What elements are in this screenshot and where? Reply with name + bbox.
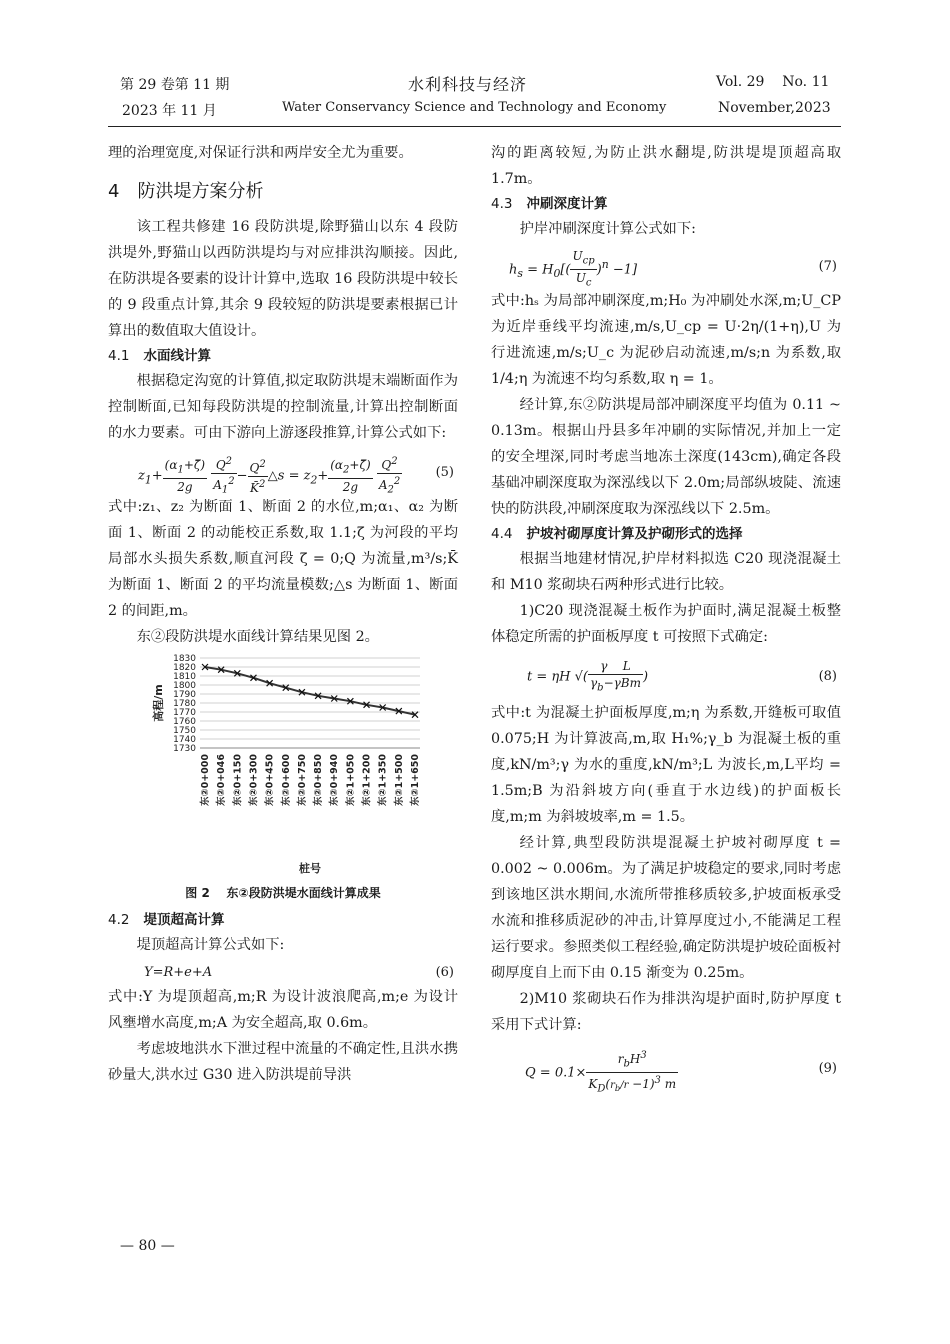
left-column — [108, 140, 458, 1088]
subsection-4-2-heading — [108, 908, 458, 932]
paragraph: 2)M10 浆砌块石作为排洪沟堤护面时,防护厚度 t 采用下式计算: — [491, 991, 841, 1033]
header-volume-en: Vol. 29 No. 11 — [716, 74, 830, 90]
paragraph: 理的治理宽度,对保证行洪和两岸安全尤为重要。 — [108, 145, 413, 161]
subsection-title: 冲刷深度计算 — [526, 196, 608, 212]
subsection-number: 4.2 — [108, 912, 130, 928]
header-journal-en: Water Conservancy Science and Technology and Economy — [282, 100, 667, 115]
paragraph: 式中:z₁、z₂ 为断面 1、断面 2 的水位,m;α₁、α₂ 为断面 1、断面 2 的动能校正系数,取 1.1;ζ̄ 为河段的平均局部水头损失系数,顺直河段 ζ̄ = 0;Q 为流量,m³/s;K̄ 为断面 1、断面 2 的平均流量模数;△s 为断面 1、断面 2 的间距,m。 — [108, 499, 458, 619]
x-tick-label: 东②0+046 — [216, 754, 228, 806]
paragraph: 根据当地建材情况,护岸材料拟选 C20 现浇混凝土和 M10 浆砌块石两种形式进行比较。 — [491, 551, 841, 593]
y-tick-label: 1760 — [173, 717, 196, 727]
x-tick-label: 东②0+150 — [232, 754, 244, 806]
paragraph: 该工程共修建 16 段防洪堤,除野猫山以东 4 段防洪堤外,野猫山以西防洪堤均与对应排洪沟顺接。因此,在防洪堤各要素的设计计算中,选取 16 段防洪堤中较长的 9 段重点计算,其余 9 段较短的防洪堤要素根据已计算出的数值取大值设计。 — [108, 219, 458, 339]
y-tick-label: 1790 — [173, 690, 196, 700]
paragraph: 沟的距离较短,为防止洪水翻堤,防洪堤堤顶超高取 1.7m。 — [491, 145, 841, 187]
y-tick-label: 1820 — [173, 663, 196, 673]
header-date-cn: 2023 年 11 月 — [122, 103, 217, 119]
paragraph: 考虑坡地洪水下泄过程中流量的不确定性,且洪水携砂量大,洪水过 G30 进入防洪堤前导洪 — [108, 1041, 458, 1083]
x-tick-label: 东②1+500 — [393, 754, 405, 806]
subsection-number: 4.3 — [491, 196, 513, 212]
equation-7: $h_s = H_0$[( $\frac{U_{cp}}{U_c}$ )$^n$ −1] (7) — [509, 249, 837, 289]
x-tick-label: 东②0+850 — [313, 754, 325, 806]
paragraph: 式中:Y 为堤顶超高,m;R 为设计波浪爬高,m;e 为设计风壅增水高度,m;A 为安全超高,取 0.6m。 — [108, 989, 458, 1031]
y-tick-label: 1770 — [173, 708, 196, 718]
x-axis-label: 桩号 — [299, 862, 321, 875]
paragraph: 经计算,典型段防洪堤混凝土护坡衬砌厚度 t = 0.002 ~ 0.006m。为了满足护坡稳定的要求,同时考虑到该地区洪水期间,水流所带推移质较多,护坡面板承受水流和推移质泥砂的冲击,计算厚度过小,不能满足工程运行要求。参照类似工程经验,确定防洪堤护坡砼面板衬砌厚度自上而下由 0.15 渐变为 0.25m。 — [491, 835, 841, 981]
paragraph: 护岸冲刷深度计算公式如下: — [519, 221, 696, 237]
x-tick-label: 东②0+750 — [296, 754, 308, 806]
page-number: — 80 — — [120, 1238, 175, 1254]
paragraph: 式中:t 为混凝土护面板厚度,m;η 为系数,开缝板可取值 0.075;H 为计算波高,m,取 H₁%;γ_b 为混凝土板的重度,kN/m³;γ 为水的重度,kN/m³;L 为波长,m,L平均 = 1.5m;B 为沿斜坡方向(垂直于水边线)的护面板长度,m;m 为斜坡坡率,m = 1.5。 — [491, 705, 841, 825]
header-date-en: November,2023 — [718, 100, 831, 116]
subsection-4-4-heading — [491, 522, 841, 546]
subsection-title: 水面线计算 — [143, 348, 211, 364]
header-journal-cn: 水利科技与经济 — [408, 75, 528, 94]
paragraph: 1)C20 现浇混凝土板作为护面时,满足混凝土板整体稳定所需的护面板厚度 t 可按照下式确定: — [491, 603, 841, 645]
equation-9: Q = 0.1× $\frac{r_bH^3}{K_D(r_b/r -1)^3 m}$ (9) — [525, 1050, 837, 1095]
equation-8: t = ηH √( $\frac{\text{γ L}}{\gamma_b-\gamma Bm}$ ) (8) — [527, 659, 837, 694]
y-tick-label: 1800 — [173, 681, 196, 691]
right-column — [491, 140, 841, 1100]
equation-6 — [108, 958, 458, 984]
x-tick-label: 东②0+450 — [264, 754, 276, 806]
figure-caption: 图 2 东②段防洪堤水面线计算成果 — [185, 886, 381, 900]
section-number: 4 — [108, 181, 120, 202]
x-tick-label: 东②0+940 — [329, 754, 341, 806]
equation-body: Y=R+e+A — [144, 965, 213, 980]
equation-number: (5) — [435, 465, 454, 480]
subsection-number: 4.4 — [491, 526, 513, 542]
x-tick-label: 东②0+000 — [200, 754, 211, 806]
y-axis-label: 高程/m — [152, 684, 165, 722]
water-surface-chart — [108, 650, 458, 882]
chart-svg — [108, 650, 458, 882]
header-rule — [108, 126, 841, 127]
section-title: 防洪堤方案分析 — [137, 181, 264, 202]
subsection-4-1-heading — [108, 344, 458, 368]
paragraph: 东②段防洪堤水面线计算结果见图 2。 — [136, 629, 379, 645]
x-tick-label: 东②1+350 — [377, 754, 389, 806]
x-tick-label: 东②1+200 — [361, 754, 373, 806]
section-4-heading — [108, 178, 458, 206]
equation-number: (6) — [435, 965, 454, 980]
x-tick-label: 东②0+300 — [248, 754, 260, 806]
subsection-title: 堤顶超高计算 — [143, 912, 225, 928]
header-volume-cn: 第 29 卷第 11 期 — [120, 77, 230, 93]
equation-number: (9) — [818, 1061, 837, 1076]
equation-number: (7) — [818, 259, 837, 274]
x-tick-label: 东②1+650 — [410, 754, 421, 806]
y-tick-label: 1780 — [173, 699, 196, 709]
subsection-title: 护坡衬砌厚度计算及护砌形式的选择 — [526, 526, 743, 542]
equation-5: $z_1+$ $\frac{(\alpha_1+\zetā)}{2g}$ $\frac{Q^2}{A_1^2}$ − $\frac{Q^2}{K̄^2}$ △s = $z_2+$ $\frac{(\alpha_2+\zetā)}{2g}$ $\frac{Q^2}{A_2^2}$ (5) — [138, 456, 454, 496]
paragraph: 经计算,东②防洪堤局部冲刷深度平均值为 0.11 ~ 0.13m。根据山丹县多年冲刷的实际情况,并加上一定的安全埋深,同时考虑当地冻土深度(143cm),确定各段基础冲刷深度取为深泓线以下 2.0m;局部纵坡陡、流速快的防洪段,冲刷深度取为深泓线以下 2.5m。 — [491, 397, 841, 517]
y-tick-label: 1740 — [173, 735, 196, 745]
equation-number: (8) — [818, 669, 837, 684]
paragraph: 堤顶超高计算公式如下: — [136, 937, 285, 953]
paragraph: 根据稳定沟宽的计算值,拟定取防洪堤末端断面作为控制断面,已知每段防洪堤的控制流量,计算出控制断面的水力要素。可由下游向上游逐段推算,计算公式如下: — [108, 373, 458, 441]
subsection-4-3-heading — [491, 192, 841, 216]
y-tick-label: 1750 — [173, 726, 196, 736]
x-tick-label: 东②1+050 — [345, 754, 357, 806]
y-tick-label: 1830 — [173, 654, 196, 664]
x-tick-label: 东②0+600 — [280, 754, 292, 806]
subsection-number: 4.1 — [108, 348, 130, 364]
y-tick-label: 1730 — [173, 744, 196, 754]
paragraph: 式中:hₛ 为局部冲刷深度,m;H₀ 为冲刷处水深,m;U_CP 为近岸垂线平均流速,m/s,U_cp = U·2η/(1+η),U 为行进流速,m/s;U_c 为泥砂启动流速,m/s;n 为系数,取 1/4;η 为流速不均匀系数,取 η = 1。 — [491, 293, 841, 387]
y-tick-label: 1810 — [173, 672, 196, 682]
